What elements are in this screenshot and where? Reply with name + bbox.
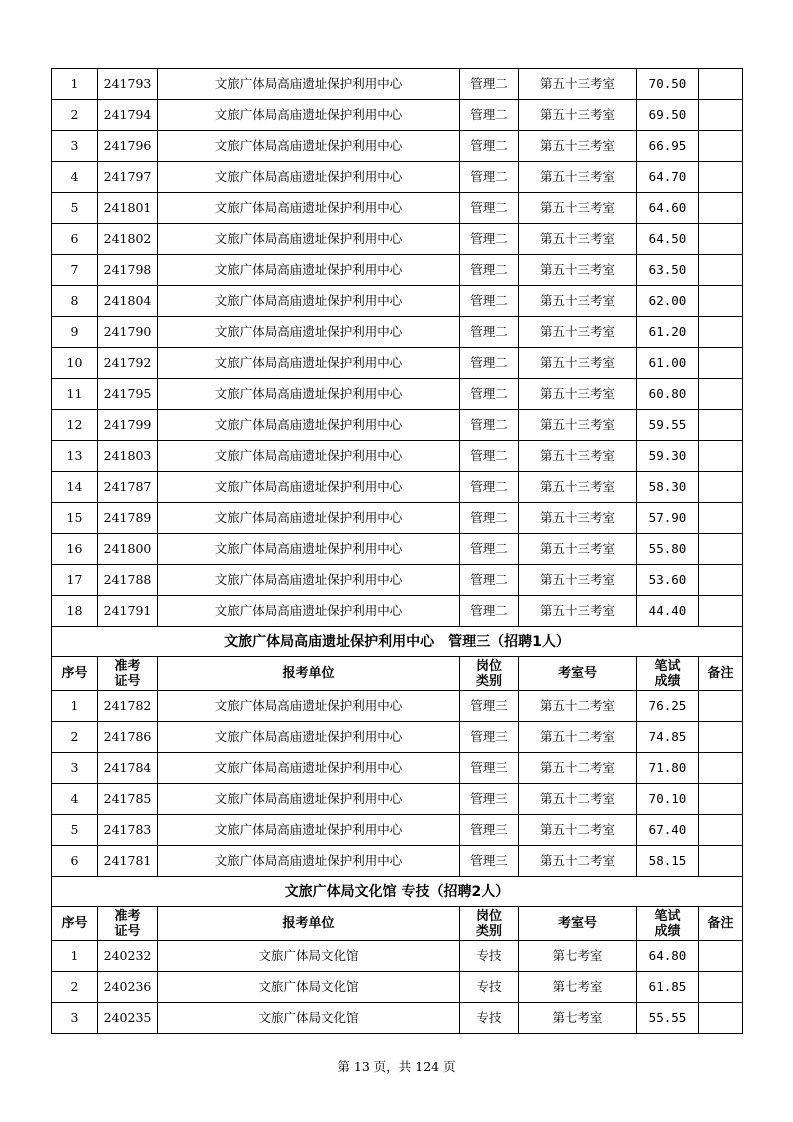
section-title: 文旅广体局高庙遗址保护利用中心 管理三（招聘1人） (52, 627, 743, 657)
score-cell: 57.90 (637, 503, 699, 534)
post-cell: 专技 (460, 972, 519, 1003)
note-cell (699, 972, 743, 1003)
seq-cell: 5 (52, 193, 98, 224)
unit-cell: 文旅广体局高庙遗址保护利用中心 (158, 224, 460, 255)
exam-id-cell: 241801 (98, 193, 158, 224)
table-row (52, 379, 743, 410)
note-cell (699, 410, 743, 441)
exam-id-cell: 240235 (98, 1003, 158, 1034)
exam-id-cell: 241791 (98, 596, 158, 627)
exam-id-cell: 241799 (98, 410, 158, 441)
post-cell: 管理二 (460, 100, 519, 131)
note-cell (699, 100, 743, 131)
unit-header: 报考单位 (158, 907, 460, 941)
score-header: 笔试成绩 (637, 657, 699, 691)
seq-cell: 2 (52, 100, 98, 131)
post-cell: 管理二 (460, 69, 519, 100)
score-cell: 58.30 (637, 472, 699, 503)
note-cell (699, 753, 743, 784)
score-cell: 62.00 (637, 286, 699, 317)
room-cell: 第五十三考室 (519, 472, 637, 503)
seq-cell: 9 (52, 317, 98, 348)
table-row (52, 69, 743, 100)
note-cell (699, 162, 743, 193)
post-cell: 管理二 (460, 565, 519, 596)
unit-cell: 文旅广体局高庙遗址保护利用中心 (158, 815, 460, 846)
exam-id-cell: 241792 (98, 348, 158, 379)
note-cell (699, 846, 743, 877)
post-cell: 管理三 (460, 753, 519, 784)
room-cell: 第五十三考室 (519, 286, 637, 317)
footer-middle: 页，共 (373, 1059, 412, 1074)
post-cell: 管理三 (460, 691, 519, 722)
note-cell (699, 441, 743, 472)
post-cell: 管理二 (460, 162, 519, 193)
exam-id-cell: 241789 (98, 503, 158, 534)
post-cell: 管理二 (460, 317, 519, 348)
room-cell: 第五十三考室 (519, 131, 637, 162)
unit-cell: 文旅广体局高庙遗址保护利用中心 (158, 317, 460, 348)
table-row (52, 972, 743, 1003)
score-cell: 61.85 (637, 972, 699, 1003)
seq-cell: 7 (52, 255, 98, 286)
post-cell: 管理二 (460, 131, 519, 162)
note-cell (699, 722, 743, 753)
score-cell: 55.55 (637, 1003, 699, 1034)
post-cell: 管理二 (460, 410, 519, 441)
seq-cell: 5 (52, 815, 98, 846)
exam-id-cell: 241802 (98, 224, 158, 255)
seq-cell: 14 (52, 472, 98, 503)
footer-page-number: 13 (353, 1059, 370, 1074)
table-row (52, 441, 743, 472)
exam-id-cell: 241803 (98, 441, 158, 472)
seq-header: 序号 (52, 907, 98, 941)
post-cell: 管理二 (460, 379, 519, 410)
footer-prefix: 第 (337, 1059, 350, 1074)
table-row (52, 224, 743, 255)
footer-suffix: 页 (443, 1059, 456, 1074)
unit-cell: 文旅广体局高庙遗址保护利用中心 (158, 784, 460, 815)
table-row (52, 131, 743, 162)
table-row (52, 565, 743, 596)
seq-header: 序号 (52, 657, 98, 691)
exam-id-cell: 240232 (98, 941, 158, 972)
note-cell (699, 1003, 743, 1034)
score-cell: 66.95 (637, 131, 699, 162)
exam-id-cell: 241793 (98, 69, 158, 100)
note-cell (699, 941, 743, 972)
table-row (52, 348, 743, 379)
exam-id-cell: 241797 (98, 162, 158, 193)
post-cell: 管理三 (460, 846, 519, 877)
unit-cell: 文旅广体局高庙遗址保护利用中心 (158, 441, 460, 472)
seq-cell: 1 (52, 941, 98, 972)
table-header-row (52, 907, 743, 941)
exam-id-cell: 241796 (98, 131, 158, 162)
post-cell: 管理二 (460, 224, 519, 255)
seq-cell: 1 (52, 69, 98, 100)
post-cell: 管理二 (460, 255, 519, 286)
post-cell: 管理三 (460, 815, 519, 846)
unit-cell: 文旅广体局文化馆 (158, 972, 460, 1003)
exam-id-cell: 241786 (98, 722, 158, 753)
footer-total-pages: 124 (415, 1059, 440, 1074)
room-cell: 第五十三考室 (519, 224, 637, 255)
table-row (52, 162, 743, 193)
score-cell: 55.80 (637, 534, 699, 565)
score-cell: 63.50 (637, 255, 699, 286)
room-cell: 第五十二考室 (519, 691, 637, 722)
room-cell: 第五十三考室 (519, 441, 637, 472)
room-cell: 第五十三考室 (519, 348, 637, 379)
exam-id-cell: 241788 (98, 565, 158, 596)
score-cell: 53.60 (637, 565, 699, 596)
room-cell: 第七考室 (519, 972, 637, 1003)
room-cell: 第五十三考室 (519, 317, 637, 348)
score-cell: 60.80 (637, 379, 699, 410)
note-cell (699, 503, 743, 534)
table-row (52, 534, 743, 565)
unit-cell: 文旅广体局高庙遗址保护利用中心 (158, 100, 460, 131)
post-cell: 专技 (460, 941, 519, 972)
seq-cell: 8 (52, 286, 98, 317)
score-cell: 61.00 (637, 348, 699, 379)
unit-cell: 文旅广体局高庙遗址保护利用中心 (158, 69, 460, 100)
unit-cell: 文旅广体局高庙遗址保护利用中心 (158, 286, 460, 317)
note-header: 备注 (699, 907, 743, 941)
note-cell (699, 691, 743, 722)
seq-cell: 16 (52, 534, 98, 565)
table-row (52, 255, 743, 286)
room-cell: 第七考室 (519, 941, 637, 972)
room-cell: 第五十三考室 (519, 162, 637, 193)
exam-id-cell: 240236 (98, 972, 158, 1003)
table-row (52, 193, 743, 224)
note-cell (699, 69, 743, 100)
unit-cell: 文旅广体局高庙遗址保护利用中心 (158, 255, 460, 286)
unit-cell: 文旅广体局高庙遗址保护利用中心 (158, 565, 460, 596)
note-cell (699, 534, 743, 565)
note-cell (699, 286, 743, 317)
unit-cell: 文旅广体局高庙遗址保护利用中心 (158, 503, 460, 534)
note-cell (699, 193, 743, 224)
exam-id-cell: 241794 (98, 100, 158, 131)
seq-cell: 17 (52, 565, 98, 596)
seq-cell: 6 (52, 846, 98, 877)
seq-cell: 3 (52, 1003, 98, 1034)
unit-cell: 文旅广体局高庙遗址保护利用中心 (158, 846, 460, 877)
table-row (52, 317, 743, 348)
note-cell (699, 317, 743, 348)
table-row (52, 784, 743, 815)
seq-cell: 12 (52, 410, 98, 441)
score-cell: 67.40 (637, 815, 699, 846)
score-header: 笔试成绩 (637, 907, 699, 941)
note-cell (699, 255, 743, 286)
post-cell: 管理二 (460, 193, 519, 224)
section-title-row (52, 627, 743, 657)
unit-cell: 文旅广体局高庙遗址保护利用中心 (158, 379, 460, 410)
post-cell: 管理二 (460, 348, 519, 379)
exam-id-cell: 241784 (98, 753, 158, 784)
unit-cell: 文旅广体局高庙遗址保护利用中心 (158, 691, 460, 722)
score-cell: 69.50 (637, 100, 699, 131)
score-table (51, 68, 743, 1034)
score-cell: 59.30 (637, 441, 699, 472)
post-header: 岗位类别 (460, 907, 519, 941)
table-row (52, 815, 743, 846)
exam-id-cell: 241782 (98, 691, 158, 722)
score-cell: 61.20 (637, 317, 699, 348)
note-cell (699, 224, 743, 255)
table-row (52, 753, 743, 784)
score-cell: 64.80 (637, 941, 699, 972)
seq-cell: 11 (52, 379, 98, 410)
room-cell: 第五十三考室 (519, 596, 637, 627)
exam-id-cell: 241795 (98, 379, 158, 410)
room-cell: 第五十三考室 (519, 503, 637, 534)
note-header: 备注 (699, 657, 743, 691)
score-cell: 70.10 (637, 784, 699, 815)
table-row (52, 1003, 743, 1034)
unit-cell: 文旅广体局文化馆 (158, 941, 460, 972)
table-row (52, 286, 743, 317)
note-cell (699, 596, 743, 627)
seq-cell: 3 (52, 753, 98, 784)
score-cell: 44.40 (637, 596, 699, 627)
table-row (52, 722, 743, 753)
page-footer (0, 1057, 793, 1075)
post-cell: 管理二 (460, 441, 519, 472)
seq-cell: 1 (52, 691, 98, 722)
seq-cell: 2 (52, 722, 98, 753)
room-cell: 第五十三考室 (519, 193, 637, 224)
note-cell (699, 784, 743, 815)
room-cell: 第五十三考室 (519, 255, 637, 286)
note-cell (699, 815, 743, 846)
post-cell: 专技 (460, 1003, 519, 1034)
post-cell: 管理二 (460, 286, 519, 317)
room-cell: 第五十二考室 (519, 846, 637, 877)
unit-cell: 文旅广体局文化馆 (158, 1003, 460, 1034)
score-cell: 59.55 (637, 410, 699, 441)
note-cell (699, 565, 743, 596)
table-row (52, 100, 743, 131)
unit-cell: 文旅广体局高庙遗址保护利用中心 (158, 534, 460, 565)
score-cell: 64.50 (637, 224, 699, 255)
room-cell: 第五十三考室 (519, 410, 637, 441)
note-cell (699, 379, 743, 410)
seq-cell: 6 (52, 224, 98, 255)
unit-header: 报考单位 (158, 657, 460, 691)
exam-id-cell: 241785 (98, 784, 158, 815)
seq-cell: 3 (52, 131, 98, 162)
room-cell: 第五十三考室 (519, 69, 637, 100)
room-cell: 第五十三考室 (519, 100, 637, 131)
room-cell: 第五十二考室 (519, 722, 637, 753)
room-cell: 第五十三考室 (519, 565, 637, 596)
exam-id-cell: 241804 (98, 286, 158, 317)
unit-cell: 文旅广体局高庙遗址保护利用中心 (158, 722, 460, 753)
unit-cell: 文旅广体局高庙遗址保护利用中心 (158, 410, 460, 441)
seq-cell: 4 (52, 162, 98, 193)
unit-cell: 文旅广体局高庙遗址保护利用中心 (158, 193, 460, 224)
seq-cell: 4 (52, 784, 98, 815)
table-row (52, 503, 743, 534)
table-header-row (52, 657, 743, 691)
unit-cell: 文旅广体局高庙遗址保护利用中心 (158, 753, 460, 784)
section-title-row (52, 877, 743, 907)
room-cell: 第五十三考室 (519, 534, 637, 565)
exam-id-cell: 241781 (98, 846, 158, 877)
score-cell: 76.25 (637, 691, 699, 722)
post-cell: 管理二 (460, 534, 519, 565)
exam-id-cell: 241798 (98, 255, 158, 286)
post-cell: 管理二 (460, 503, 519, 534)
seq-cell: 18 (52, 596, 98, 627)
note-cell (699, 472, 743, 503)
unit-cell: 文旅广体局高庙遗址保护利用中心 (158, 162, 460, 193)
note-cell (699, 348, 743, 379)
seq-cell: 13 (52, 441, 98, 472)
room-cell: 第五十二考室 (519, 784, 637, 815)
post-cell: 管理二 (460, 472, 519, 503)
seq-cell: 10 (52, 348, 98, 379)
post-cell: 管理三 (460, 722, 519, 753)
room-cell: 第五十三考室 (519, 379, 637, 410)
post-cell: 管理二 (460, 596, 519, 627)
unit-cell: 文旅广体局高庙遗址保护利用中心 (158, 348, 460, 379)
score-cell: 70.50 (637, 69, 699, 100)
score-cell: 64.70 (637, 162, 699, 193)
exam-id-cell: 241790 (98, 317, 158, 348)
table-row (52, 596, 743, 627)
table-row (52, 472, 743, 503)
seq-cell: 2 (52, 972, 98, 1003)
unit-cell: 文旅广体局高庙遗址保护利用中心 (158, 131, 460, 162)
score-table-body (52, 69, 743, 1034)
unit-cell: 文旅广体局高庙遗址保护利用中心 (158, 596, 460, 627)
score-cell: 71.80 (637, 753, 699, 784)
room-cell: 第七考室 (519, 1003, 637, 1034)
table-row (52, 846, 743, 877)
unit-cell: 文旅广体局高庙遗址保护利用中心 (158, 472, 460, 503)
exam-id-cell: 241783 (98, 815, 158, 846)
exam-id-header: 准考证号 (98, 657, 158, 691)
score-cell: 64.60 (637, 193, 699, 224)
table-row (52, 941, 743, 972)
seq-cell: 15 (52, 503, 98, 534)
post-header: 岗位类别 (460, 657, 519, 691)
exam-id-cell: 241787 (98, 472, 158, 503)
room-header: 考室号 (519, 657, 637, 691)
table-row (52, 691, 743, 722)
score-cell: 58.15 (637, 846, 699, 877)
exam-id-cell: 241800 (98, 534, 158, 565)
room-cell: 第五十二考室 (519, 753, 637, 784)
score-cell: 74.85 (637, 722, 699, 753)
table-row (52, 410, 743, 441)
section-title: 文旅广体局文化馆 专技（招聘2人） (52, 877, 743, 907)
exam-id-header: 准考证号 (98, 907, 158, 941)
post-cell: 管理三 (460, 784, 519, 815)
note-cell (699, 131, 743, 162)
room-cell: 第五十二考室 (519, 815, 637, 846)
room-header: 考室号 (519, 907, 637, 941)
